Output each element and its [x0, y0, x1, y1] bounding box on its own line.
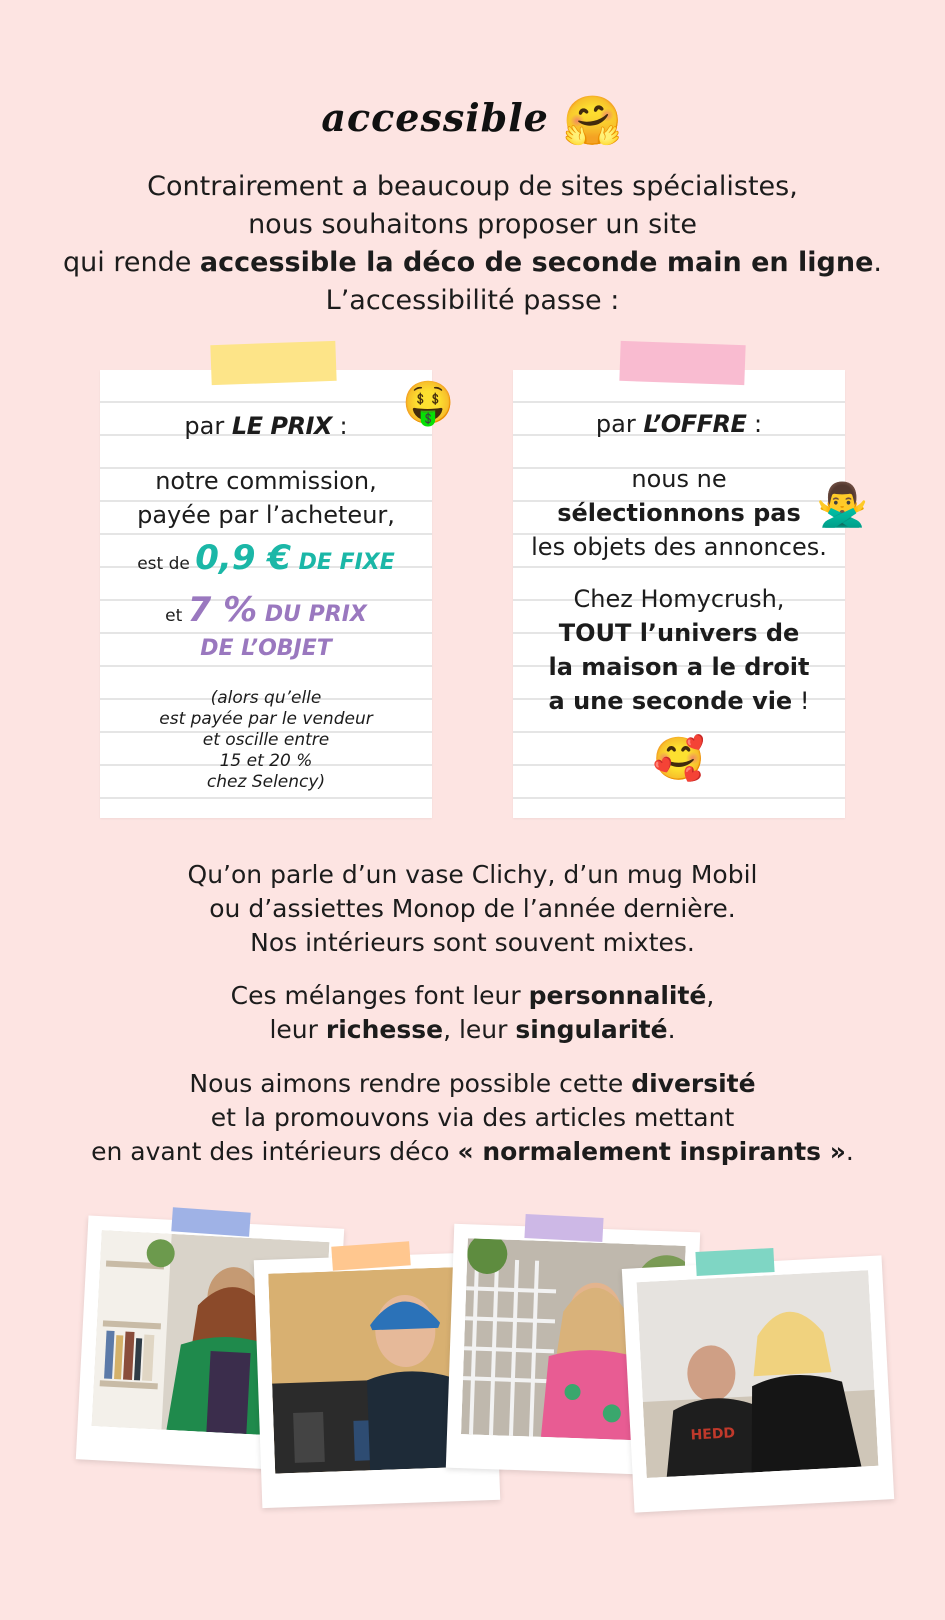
section-title: [0, 92, 945, 149]
para1-line-3: Nos intérieurs sont souvent mixtes.: [250, 928, 695, 957]
offer-card-heading: [513, 410, 845, 438]
para3-l1-prefix: Nous aimons rendre possible cette: [189, 1069, 632, 1098]
photo-tape-lilac: [524, 1214, 603, 1242]
intro-line-3-prefix: qui rende: [63, 247, 200, 278]
price-card-body: [100, 464, 432, 532]
para2-l2-prefix: leur: [269, 1015, 326, 1044]
percent-fee-suffix: DU PRIX: [257, 602, 367, 627]
paragraph-diversity: [60, 1067, 885, 1169]
offer-heading-prefix: par: [595, 410, 644, 438]
para3-line-2: et la promouvons via des articles mettant: [210, 1103, 735, 1132]
intro-paragraph: [40, 168, 905, 320]
intro-line-4: L’accessibilité passe :: [325, 285, 620, 316]
percent-fee-amount: 7 %: [187, 590, 258, 630]
para2-line-1: [60, 979, 885, 1013]
fixed-fee: [100, 538, 432, 578]
para2-l2-suffix: .: [667, 1015, 676, 1044]
paragraph-personality: [60, 979, 885, 1047]
title-text: accessible: [321, 95, 549, 140]
para2-l1-bold: personnalité: [528, 981, 707, 1010]
para2-l1-suffix: ,: [706, 981, 715, 1010]
offer-heading-bold: L’OFFRE: [643, 410, 747, 438]
offer-line-5: TOUT l’univers de: [558, 619, 800, 647]
para2-l2-bold2: singularité: [515, 1015, 668, 1044]
para3-l3-suffix: .: [845, 1137, 854, 1166]
smiling-hearts-emoji-icon: 🥰: [652, 734, 706, 783]
offer-line-3: les objets des annonces.: [531, 533, 827, 561]
yellow-tape: [210, 341, 336, 385]
fixed-fee-prefix: est de: [137, 554, 196, 574]
para1-line-2: ou d’assiettes Monop de l’année dernière.: [209, 894, 736, 923]
offer-line-7-suffix: !: [792, 687, 810, 715]
note-line-5: chez Selency): [206, 772, 326, 792]
hugging-face-emoji-icon: 🤗: [562, 93, 624, 149]
offer-card-body-2: [513, 582, 845, 718]
para2-l2-mid: , leur: [443, 1015, 516, 1044]
offer-card-body-1: [513, 462, 845, 564]
note-line-2: est payée par le vendeur: [159, 709, 373, 729]
offer-card: [513, 370, 845, 818]
offer-line-6: la maison a le droit: [548, 653, 810, 681]
person-gesturing-no-emoji-icon: 🙅‍♂️: [816, 480, 869, 529]
percent-fee: [100, 590, 432, 630]
para2-l1-prefix: Ces mélanges font leur: [230, 981, 529, 1010]
price-line-2: payée par l’acheteur,: [137, 501, 395, 529]
offer-heading-suffix: :: [746, 410, 763, 438]
para2-line-2: [60, 1013, 885, 1047]
percent-fee-line-2: DE L’OBJET: [200, 636, 332, 661]
intro-line-3-suffix: .: [873, 247, 882, 278]
offer-line-7: [513, 684, 845, 718]
price-card: [100, 370, 432, 818]
note-line-3: et oscille entre: [202, 730, 330, 750]
offer-line-7-bold: a une seconde vie: [548, 687, 793, 715]
price-card-heading: [100, 412, 432, 440]
para3-l3-prefix: en avant des intérieurs déco: [91, 1137, 458, 1166]
pink-tape: [619, 341, 745, 385]
price-heading-prefix: par: [184, 412, 232, 440]
price-heading-suffix: :: [331, 412, 348, 440]
photo-couple-sofa-image: [637, 1270, 879, 1478]
intro-line-3-bold: accessible la déco de seconde main en ligne: [199, 247, 874, 278]
note-line-4: 15 et 20 %: [219, 751, 313, 771]
offer-line-1: nous ne: [631, 465, 727, 493]
photo-couple-sofa: [622, 1255, 894, 1512]
para1-line-1: Qu’on parle d’un vase Clichy, d’un mug Mobil: [187, 860, 758, 889]
fixed-fee-suffix: DE FIXE: [290, 550, 395, 575]
para3-line-3: [60, 1135, 885, 1169]
para3-line-1: [60, 1067, 885, 1101]
intro-line-1: Contrairement a beaucoup de sites spécialistes,: [147, 171, 798, 202]
price-line-1: notre commission,: [155, 467, 377, 495]
intro-line-2: nous souhaitons proposer un site: [248, 209, 697, 240]
percent-fee-prefix: et: [165, 606, 188, 626]
intro-line-3: [40, 244, 905, 282]
offer-line-4: Chez Homycrush,: [573, 585, 785, 613]
offer-line-2: sélectionnons pas: [557, 499, 801, 527]
para3-l3-bold: « normalement inspirants »: [457, 1137, 846, 1166]
fixed-fee-amount: 0,9 €: [195, 538, 291, 578]
price-card-note: [100, 688, 432, 793]
svg-text:HEDD: HEDD: [690, 1425, 736, 1444]
money-mouth-emoji-icon: 🤑: [402, 378, 455, 427]
para3-l1-bold: diversité: [631, 1069, 756, 1098]
paragraph-mix: [60, 858, 885, 960]
para2-l2-bold1: richesse: [325, 1015, 444, 1044]
price-heading-bold: LE PRIX: [231, 412, 332, 440]
photo-tape-mint: [695, 1248, 774, 1276]
note-line-1: (alors qu’elle: [210, 688, 322, 708]
